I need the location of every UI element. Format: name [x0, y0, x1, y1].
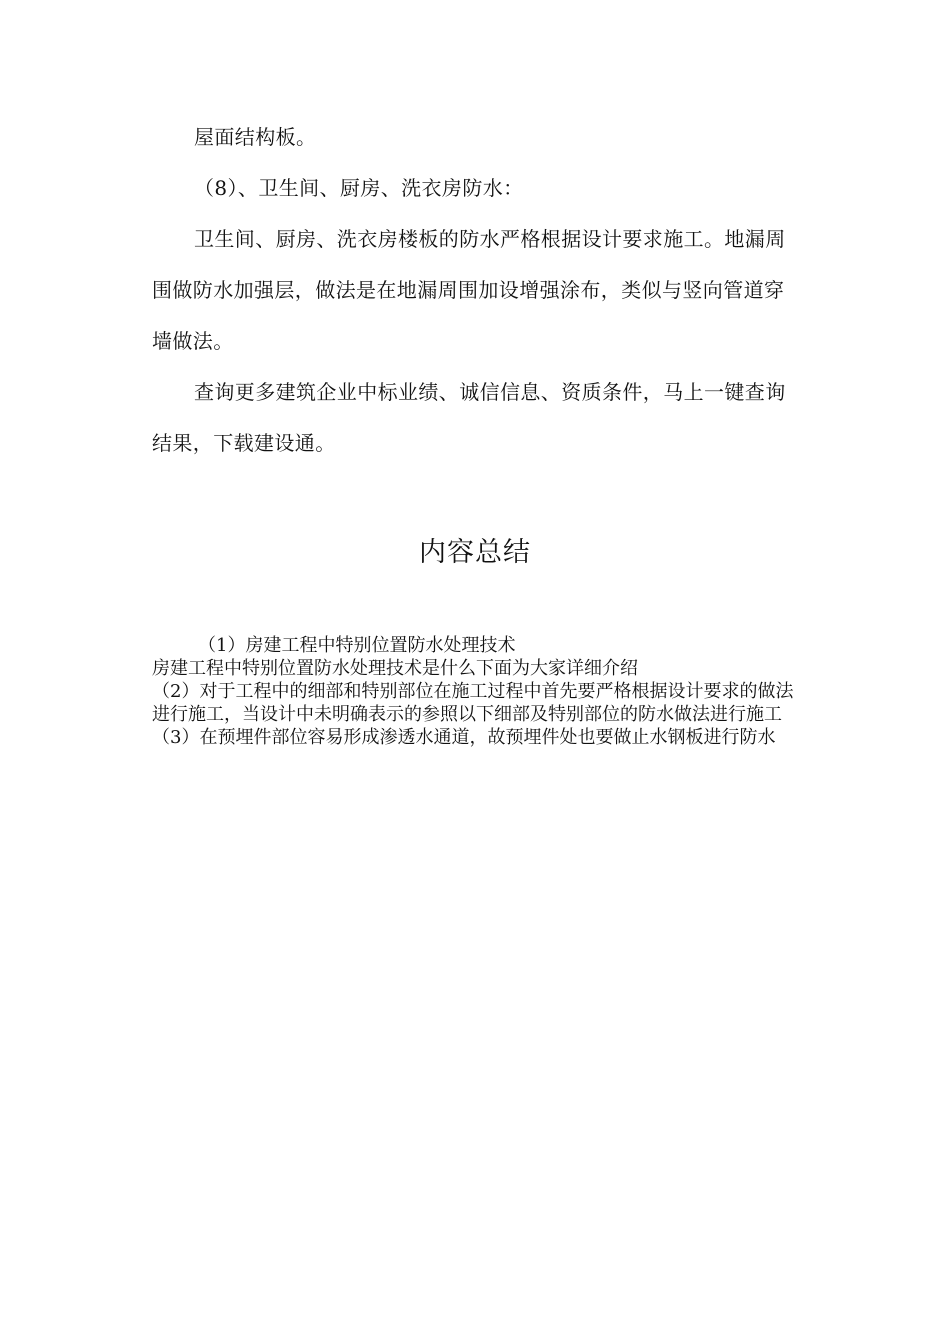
- summary-item-3: （3）在预埋件部位容易形成渗透水通道，故预埋件处也要做止水钢板进行防水: [152, 727, 776, 748]
- body-section: [152, 112, 800, 469]
- summary-section: [152, 634, 800, 749]
- summary-title: 内容总结: [419, 537, 531, 568]
- paragraph-roof-slab: 屋面结构板。: [194, 125, 317, 149]
- paragraph-promo: 查询更多建筑企业中标业绩、诚信信息、资质条件，马上一键查询结果，下载建设通。: [152, 380, 786, 455]
- summary-item-1: （1）房建工程中特别位置防水处理技术: [198, 635, 516, 656]
- paragraph-bathroom-waterproofing: 卫生间、厨房、洗衣房楼板的防水严格根据设计要求施工。地漏周围做防水加强层，做法是在地漏周围加设增强涂布，类似与竖向管道穿墙做法。: [152, 227, 786, 353]
- summary-item-2: （2）对于工程中的细部和特别部位在施工过程中首先要严格根据设计要求的做法进行施工，当设计中未明确表示的参照以下细部及特别部位的防水做法进行施工: [152, 681, 794, 725]
- paragraph-heading-8: （8）、卫生间、厨房、洗衣房防水：: [194, 176, 524, 200]
- summary-item-1-desc: 房建工程中特别位置防水处理技术是什么下面为大家详细介绍: [152, 658, 638, 679]
